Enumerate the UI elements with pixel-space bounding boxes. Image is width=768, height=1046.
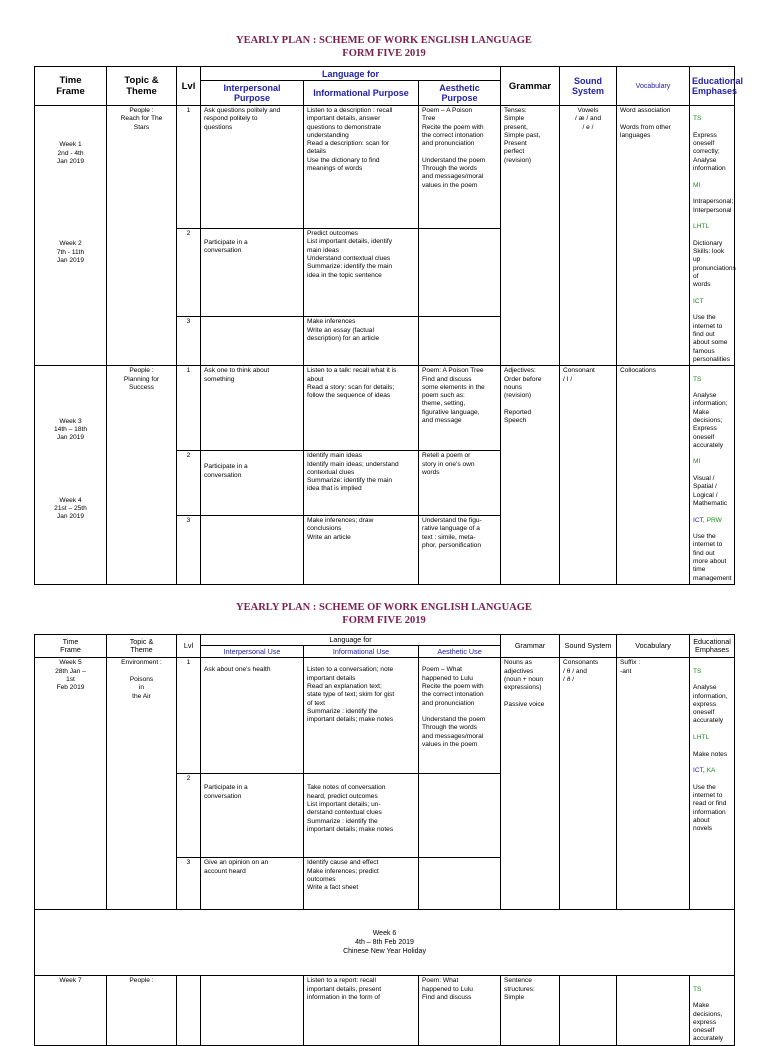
emphasis-mi: MI: [693, 458, 701, 466]
aesthetic-cell: [419, 774, 501, 858]
emphasis-ts: TS: [693, 985, 702, 993]
header-vocabulary: Vocabulary: [617, 635, 690, 658]
emphasis-ict: ICT: [693, 767, 703, 775]
scheme-of-work-table: [34, 66, 744, 585]
emphasis-ict-text: Use the internet to read or find information about novels: [693, 783, 727, 833]
header-informational: Informational Use: [304, 646, 419, 658]
emphasis-ts-text: Analyse information; Make decisions; Express oneself accurately: [693, 392, 728, 449]
level-cell: 2: [177, 229, 201, 317]
title-line-2: FORM FIVE 2019: [342, 615, 426, 626]
vocabulary-cell: Word association Words from other languages: [617, 106, 690, 366]
aesthetic-cell: [419, 317, 501, 366]
header-level: Lvl: [177, 635, 201, 658]
sound-system-cell: Consonants / θ / and / ð /: [560, 658, 617, 910]
interpersonal-cell: [201, 317, 304, 366]
time-frame-cell: [35, 106, 107, 366]
level-cell: 1: [177, 106, 201, 229]
informational-cell: Listen to a talk: recall what it is about Read a story: scan for details; follow the sequence of ideas: [304, 366, 419, 451]
educational-emphases-cell: TS Analyse information; Make decisions; Express oneself accurately MI Visual / Spatial / Logical / Mathematic ICT, PRW Use the internet to find out more about time management: [690, 366, 735, 585]
sound-system-cell: Vowels / æ / and / e /: [560, 106, 617, 366]
header-topic-theme: Topic & Theme: [107, 67, 177, 106]
level-cell: 2: [177, 451, 201, 516]
time-frame-cell: Week 5 28th Jan – 1st Feb 2019: [35, 658, 107, 910]
title-line-1: YEARLY PLAN : SCHEME OF WORK ENGLISH LANGUAGE: [236, 35, 532, 46]
informational-cell: Make inferences Write an essay (factual description) for an article: [304, 317, 419, 366]
emphasis-ict-text: Use the internet to find out about some famous personalities: [693, 314, 731, 363]
aesthetic-cell: Poem – What happened to Lulu Recite the poem with the correct intonation and pronunciation Understand the poem Through the words and messages/moral values in the poem: [419, 658, 501, 774]
emphasis-ict-text: Use the internet to find out more about time management: [693, 533, 732, 582]
week-label: Week 4 21st – 25th Jan 2019: [54, 496, 87, 521]
vocabulary-cell: Collocations: [617, 366, 690, 585]
header-sound-system: Sound System: [560, 67, 617, 106]
emphasis-ts: TS: [693, 667, 702, 675]
aesthetic-cell: [419, 858, 501, 910]
grammar-cell: Sentence structures: Simple: [501, 976, 560, 1045]
interpersonal-cell: Ask questions politely and respond politely to questions: [201, 106, 304, 229]
time-frame-cell: [35, 366, 107, 585]
header-sound-system: Sound System: [560, 635, 617, 658]
interpersonal-cell: Ask one to think about something: [201, 366, 304, 451]
emphasis-ka: KA: [706, 767, 716, 775]
interpersonal-cell: Give an opinion on an account heard: [201, 858, 304, 910]
holiday-row: Week 6 4th – 8th Feb 2019 Chinese New Year Holiday: [35, 910, 735, 976]
informational-cell: Take notes of conversation heard, predict outcomes List important details; un- derstand contextual clues Summarize : identify the important details; make notes: [304, 774, 419, 858]
interpersonal-cell: [201, 976, 304, 1045]
educational-emphases-cell: TS Analyse information, express oneself accurately LHTL Make notes ICT, KA Use the internet to read or find information about novels: [690, 658, 735, 910]
aesthetic-cell: Poem: What happened to Lulu Find and discuss: [419, 976, 501, 1045]
level-cell: 3: [177, 516, 201, 585]
informational-cell: Listen to a description : recall important details, answer questions to demonstrate understanding Read a description: scan for details Use the dictionary to find meanings of words: [304, 106, 419, 229]
emphasis-mi-text: Visual / Spatial / Logical / Mathematic: [693, 475, 728, 507]
topic-cell: Environment : Poisons in the Air: [107, 658, 177, 910]
week-label: Week 1 2nd - 4th Jan 2019: [56, 141, 85, 165]
header-grammar: Grammar: [501, 635, 560, 658]
aesthetic-cell: Poem – A Poison Tree Recite the poem with the correct intonation and pronunciation Understand the poem Through the words and messages/moral values in the poem: [419, 106, 501, 229]
level-cell: 2: [177, 774, 201, 858]
header-informational: Informational Purpose: [304, 81, 419, 106]
week-label: Week 3 14th – 18th Jan 2019: [54, 417, 87, 442]
topic-cell: People : Reach for The Stars: [107, 106, 177, 366]
grammar-cell: Tenses: Simple present, Simple past, Present perfect (revision): [501, 106, 560, 366]
header-interpersonal: Interpersonal Purpose: [201, 81, 304, 106]
header-grammar: Grammar: [501, 67, 560, 106]
emphasis-ts-text: Express oneself correctly; Analyse information: [693, 131, 726, 173]
title-line-2: FORM FIVE 2019: [342, 48, 426, 59]
header-educational-emphases: Educational Emphases: [690, 635, 735, 658]
informational-cell: Make inferences; draw conclusions Write an article: [304, 516, 419, 585]
aesthetic-cell: Poem: A Poison Tree Find and discuss some elements in the poem such as: theme, setting, figurative language, and message: [419, 366, 501, 451]
interpersonal-cell: Ask about one's health: [201, 658, 304, 774]
topic-cell: People : Planning for Success: [107, 366, 177, 585]
header-educational-emphases: Educational Emphases: [690, 67, 735, 106]
level-cell: 3: [177, 858, 201, 910]
header-language-for: Language for: [201, 635, 501, 646]
grammar-cell: Nouns as adjectives (noun + noun expressions) Passive voice: [501, 658, 560, 910]
level-cell: 3: [177, 317, 201, 366]
header-topic-theme: Topic & Theme: [107, 635, 177, 658]
vocabulary-cell: Suffix : -ant: [617, 658, 690, 910]
emphasis-ts: TS: [693, 115, 702, 123]
topic-cell: People :: [107, 976, 177, 1045]
informational-cell: Identify main ideas Identify main ideas; understand contextual clues Summarize: identify the main idea that is implied: [304, 451, 419, 516]
level-cell: 1: [177, 658, 201, 774]
emphasis-mi-text: Intrapersonal; Interpersonal: [693, 198, 734, 214]
scheme-of-work-table: [34, 634, 735, 1046]
emphasis-ts-text: Analyse information, express oneself accurately: [693, 684, 728, 725]
aesthetic-cell: [419, 229, 501, 317]
week-label: Week 2 7th - 11th Jan 2019: [56, 240, 85, 265]
emphasis-lhtl-text: Make notes: [693, 750, 728, 758]
aesthetic-cell: Retell a poem or story in one's own words: [419, 451, 501, 516]
emphasis-ict: ICT: [693, 516, 703, 524]
emphasis-prw: PRW: [706, 516, 722, 524]
header-aesthetic: Aesthetic Use: [419, 646, 501, 658]
grammar-cell: Adjectives: Order before nouns (revision) Reported Speech: [501, 366, 560, 585]
vocabulary-cell: [617, 976, 690, 1045]
emphasis-ict: ICT: [693, 297, 704, 305]
informational-cell: Listen to a report: recall important details, present information in the form of: [304, 976, 419, 1045]
emphasis-mi: MI: [693, 181, 701, 189]
emphasis-ts-text: Make decisions, express oneself accurately: [693, 1002, 724, 1043]
educational-emphases-cell: [690, 976, 735, 1045]
emphasis-lhtl: LHTL: [693, 734, 710, 742]
time-frame-cell: Week 7: [35, 976, 107, 1045]
interpersonal-cell: [201, 516, 304, 585]
informational-cell: Listen to a conversation; note important details Read an explanation text; state type of text; skim for gist of text Summarize : identify the important details; make notes: [304, 658, 419, 774]
interpersonal-cell: Participate in a conversation: [201, 451, 304, 516]
educational-emphases-cell: [690, 106, 735, 366]
header-interpersonal: Interpersonal Use: [201, 646, 304, 658]
sound-system-cell: [560, 976, 617, 1045]
page-title: [0, 34, 768, 60]
page-title: [0, 601, 768, 627]
level-cell: 1: [177, 366, 201, 451]
informational-cell: Identify cause and effect Make inferences; predict outcomes Write a fact sheet: [304, 858, 419, 910]
header-time-frame: Time Frame: [35, 67, 107, 106]
interpersonal-cell: Participate in a conversation: [201, 774, 304, 858]
header-language-for: Language for: [201, 67, 501, 81]
title-line-1: YEARLY PLAN : SCHEME OF WORK ENGLISH LANGUAGE: [236, 602, 532, 613]
interpersonal-cell: Participate in a conversation: [201, 229, 304, 317]
emphasis-lhtl-text: Dictionary Skills: look up pronunciations of words: [693, 239, 736, 289]
level-cell: [177, 976, 201, 1045]
header-vocabulary: Vocabulary: [617, 67, 690, 106]
informational-cell: Predict outcomes List important details, identify main ideas Understand contextual clues Summarize: identify the main idea in the topic sentence: [304, 229, 419, 317]
aesthetic-cell: Understand the figu- rative language of a text : simile, meta- phor, personification: [419, 516, 501, 585]
header-aesthetic: Aesthetic Purpose: [419, 81, 501, 106]
header-level: Lvl: [177, 67, 201, 106]
header-time-frame: Time Frame: [35, 635, 107, 658]
sound-system-cell: Consonant / I /: [560, 366, 617, 585]
emphasis-ts: TS: [693, 375, 702, 383]
emphasis-lhtl: LHTL: [693, 223, 710, 231]
